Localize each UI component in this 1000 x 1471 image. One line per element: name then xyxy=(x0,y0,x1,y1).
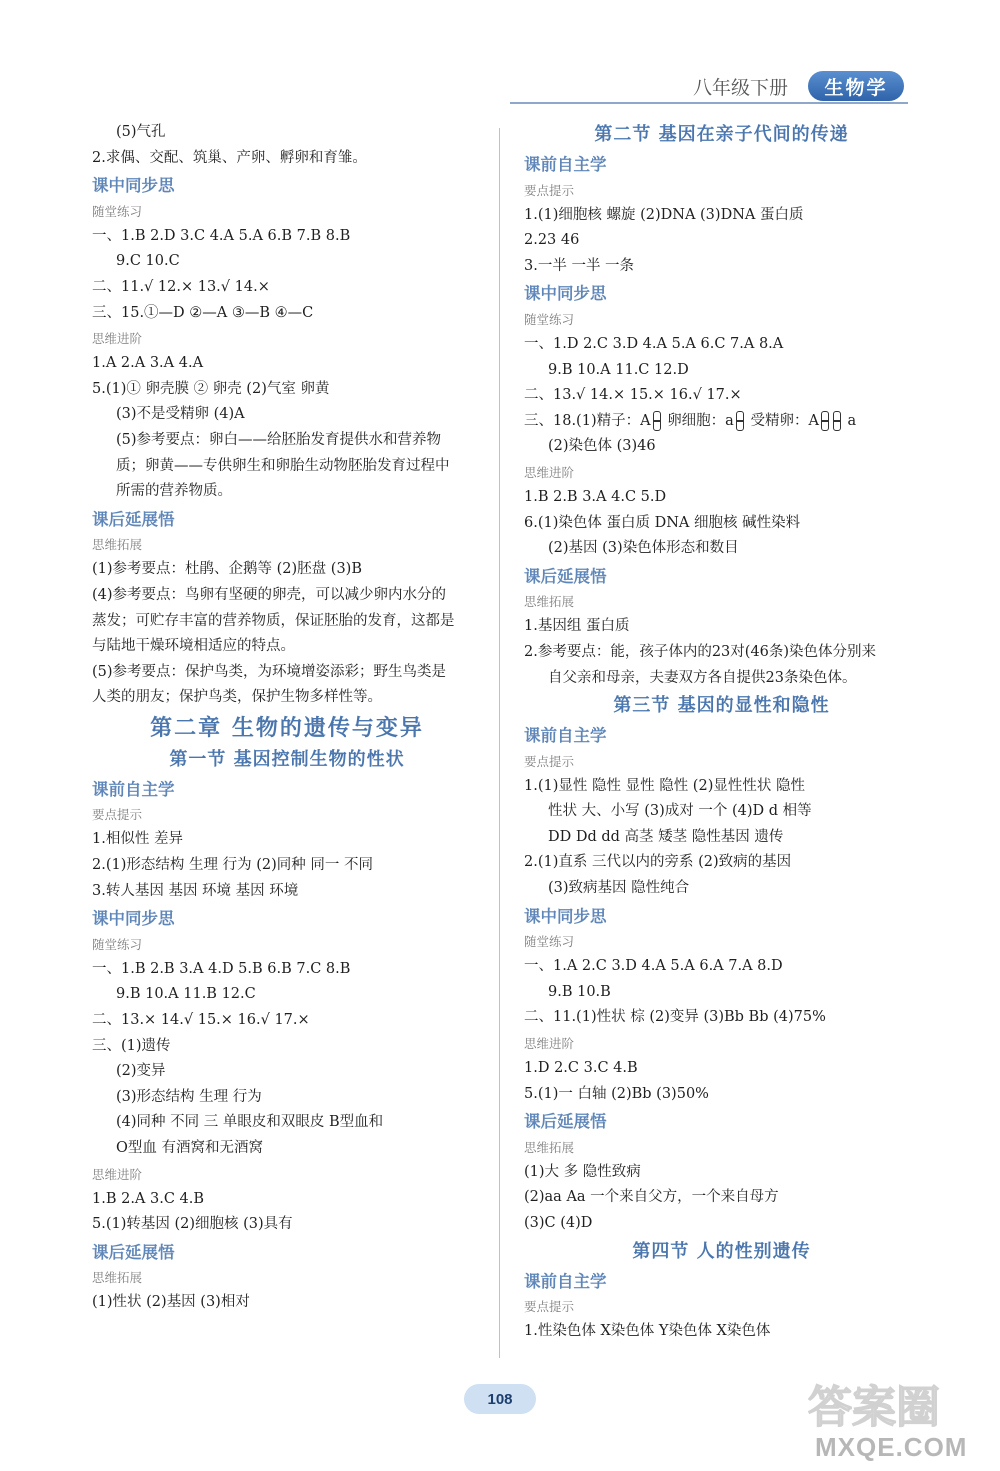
answer-line: (5)参考要点：保护鸟类，为环境增姿添彩；野生鸟类是 xyxy=(92,663,447,680)
answer-line: 二、13.× 14.√ 15.× 16.√ 17.× xyxy=(92,1012,310,1029)
subsection-heading: 课中同步思 xyxy=(92,176,175,196)
answer-line: 1.性染色体 X染色体 Y染色体 X染色体 xyxy=(524,1323,771,1340)
exercise-label: 思维拓展 xyxy=(524,594,575,610)
answer-line: DD Dd dd 高茎 矮茎 隐性基因 遗传 xyxy=(548,828,784,845)
subsection-heading: 课前自主学 xyxy=(524,1271,607,1291)
answer-line: 二、11.√ 12.× 13.√ 14.× xyxy=(92,278,270,295)
exercise-label: 思维拓展 xyxy=(92,1270,143,1286)
answer-line: 质；卵黄——专供卵生和卵胎生动物胚胎发育过程中 xyxy=(116,457,450,474)
answer-line: 蒸发；可贮存丰富的营养物质，保证胚胎的发育，这都是 xyxy=(92,612,455,629)
answer-line: (3)不是受精卵 (4)A xyxy=(116,406,245,423)
answer-line: 1.基因组 蛋白质 xyxy=(524,618,630,635)
section-title: 第三节 基因的显性和隐性 xyxy=(613,695,830,717)
left-column xyxy=(92,120,482,1316)
exercise-label: 随堂练习 xyxy=(92,936,143,952)
section-title: 第二节 基因在亲子代间的传递 xyxy=(594,124,849,145)
answer-line: 2.23 46 xyxy=(524,232,580,249)
answer-line: 二、11.(1)性状 棕 (2)变异 (3)Bb Bb (4)75% xyxy=(524,1009,826,1026)
answer-line: (1)性状 (2)基因 (3)相对 xyxy=(92,1294,250,1311)
subsection-heading: 课后延展悟 xyxy=(524,566,607,586)
answer-line: 1.A 2.A 3.A 4.A xyxy=(92,355,204,372)
answer-line: 9.B 10.B xyxy=(548,983,611,1000)
exercise-label: 要点提示 xyxy=(524,1299,575,1315)
header-rule xyxy=(510,102,908,104)
watermark-url: MXQE.COM xyxy=(815,1432,968,1462)
chromosome-icon xyxy=(736,411,744,431)
exercise-label: 思维拓展 xyxy=(92,537,143,553)
answer-line: (5)参考要点：卵白——给胚胎发育提供水和营养物 xyxy=(116,431,442,448)
answer-line: (4)同种 不同 三 单眼皮和双眼皮 B型血和 xyxy=(116,1114,384,1131)
answer-line: 3.转人基因 基因 环境 基因 环境 xyxy=(92,882,299,899)
answer-line: O型血 有酒窝和无酒窝 xyxy=(116,1140,263,1156)
exercise-label: 要点提示 xyxy=(524,182,575,198)
chromosome-label: 卵细胞：a xyxy=(667,412,734,429)
exercise-label: 随堂练习 xyxy=(524,311,575,327)
answer-line: 三、15.①—D ②—A ③—B ④—C xyxy=(92,304,314,321)
chapter-title: 第二章 生物的遗传与变异 xyxy=(150,714,424,741)
answer-line: 2.求偶、交配、筑巢、产卵、孵卵和育雏。 xyxy=(92,149,367,166)
answer-line: 9.B 10.A 11.C 12.D xyxy=(548,361,689,378)
right-column xyxy=(524,120,919,1345)
answer-line: 一、1.B 2.B 3.A 4.D 5.B 6.B 7.C 8.B xyxy=(92,960,351,977)
answer-line: 6.(1)染色体 蛋白质 DNA 细胞核 碱性染料 xyxy=(524,514,801,531)
answer-line: 一、1.B 2.D 3.C 4.A 5.A 6.B 7.B 8.B xyxy=(92,227,351,244)
svg-text:答案圈: 答案圈 xyxy=(808,1382,940,1433)
answer-line: 1.D 2.C 3.C 4.B xyxy=(524,1060,638,1077)
watermark-logo xyxy=(808,1378,980,1434)
section-title: 第一节 基因控制生物的性状 xyxy=(169,748,405,770)
answer-line: 1.(1)显性 隐性 显性 隐性 (2)显性性状 隐性 xyxy=(524,777,805,794)
chromosome-icon xyxy=(821,411,829,431)
answer-line: 自父亲和母亲，夫妻双方各自提供23条染色体。 xyxy=(548,669,857,686)
answer-line: 5.(1)① 卵壳膜 ② 卵壳 (2)气室 卵黄 xyxy=(92,380,330,397)
answer-line: 一、1.D 2.C 3.D 4.A 5.A 6.C 7.A 8.A xyxy=(524,335,784,352)
subsection-heading: 课后延展悟 xyxy=(92,1242,175,1262)
answer-line: (1)大 多 隐性致病 xyxy=(524,1163,641,1180)
chromosome-label: a xyxy=(847,412,857,429)
answer-line: 二、13.√ 14.× 15.× 16.√ 17.× xyxy=(524,387,742,404)
exercise-label: 要点提示 xyxy=(92,807,143,823)
answer-line: 1.(1)细胞核 螺旋 (2)DNA (3)DNA 蛋白质 xyxy=(524,206,804,223)
column-divider xyxy=(499,128,500,1358)
answer-line: (2)aa Aa 一个来自父方，一个来自母方 xyxy=(524,1189,779,1206)
page-number: 108 xyxy=(464,1384,536,1414)
exercise-label: 思维进阶 xyxy=(92,331,143,347)
answer-line: 2.参考要点：能，孩子体内的23对(46条)染色体分别来 xyxy=(524,643,877,660)
exercise-label: 思维进阶 xyxy=(524,464,575,480)
subsection-heading: 课中同步思 xyxy=(524,284,607,304)
subsection-heading: 课中同步思 xyxy=(92,909,175,929)
chromosome-label: 三、18.(1)精子：A xyxy=(524,412,651,429)
chromosome-label: 受精卵：A xyxy=(750,412,819,429)
answer-line: 9.B 10.A 11.B 12.C xyxy=(116,986,256,1003)
answer-line: 与陆地干燥环境相适应的特点。 xyxy=(92,638,295,655)
answer-line: 三、(1)遗传 xyxy=(92,1037,171,1054)
answer-line: (2)染色体 (3)46 xyxy=(548,438,656,455)
exercise-label: 随堂练习 xyxy=(524,934,575,950)
answer-line: 一、1.A 2.C 3.D 4.A 5.A 6.A 7.A 8.D xyxy=(524,958,783,975)
section-title: 第四节 人的性别遗传 xyxy=(632,1240,811,1262)
subsection-heading: 课前自主学 xyxy=(524,726,607,746)
exercise-label: 随堂练习 xyxy=(92,203,143,219)
answer-line: 3.一半 一半 一条 xyxy=(524,257,635,274)
subsection-heading: 课后延展悟 xyxy=(92,509,175,529)
answer-line: 1.B 2.A 3.C 4.B xyxy=(92,1190,205,1207)
answer-line: 人类的朋友；保护鸟类，保护生物多样性等。 xyxy=(92,689,382,706)
answer-line: (3)C (4)D xyxy=(524,1215,593,1231)
exercise-label: 要点提示 xyxy=(524,753,575,769)
answer-line: 5.(1)转基因 (2)细胞核 (3)具有 xyxy=(92,1216,293,1233)
subsection-heading: 课前自主学 xyxy=(92,779,175,799)
exercise-label: 思维进阶 xyxy=(92,1166,143,1182)
answer-line: 1.B 2.B 3.A 4.C 5.D xyxy=(524,488,667,505)
answer-line: 2.(1)形态结构 生理 行为 (2)同种 同一 不同 xyxy=(92,857,373,874)
answer-line: (3)致病基因 隐性纯合 xyxy=(548,880,690,897)
grade-label: 八年级下册 xyxy=(693,77,789,99)
exercise-label: 思维拓展 xyxy=(524,1139,575,1155)
answer-line: (1)参考要点：杜鹃、企鹅等 (2)胚盘 (3)B xyxy=(92,561,362,578)
chromosome-answer-line xyxy=(524,409,919,435)
subsection-heading: 课后延展悟 xyxy=(524,1112,607,1132)
answer-line: (3)形态结构 生理 行为 xyxy=(116,1088,262,1105)
answer-line: 5.(1)一 白轴 (2)Bb (3)50% xyxy=(524,1085,709,1102)
answer-line: 2.(1)直系 三代以内的旁系 (2)致病的基因 xyxy=(524,854,792,871)
answer-line: (4)参考要点：鸟卵有坚硬的卵壳，可以减少卵内水分的 xyxy=(92,586,447,603)
subsection-heading: 课中同步思 xyxy=(524,906,607,926)
answer-line: (5)气孔 xyxy=(116,124,166,140)
answer-line: 性状 大、小写 (3)成对 一个 (4)D d 相等 xyxy=(548,803,812,820)
answer-line: (2)基因 (3)染色体形态和数目 xyxy=(548,540,739,557)
answer-line: (2)变异 xyxy=(116,1063,166,1080)
answer-line: 1.相似性 差异 xyxy=(92,831,183,848)
answer-line: 9.C 10.C xyxy=(116,253,180,270)
exercise-label: 思维进阶 xyxy=(524,1036,575,1052)
answer-line: 所需的营养物质。 xyxy=(116,483,232,500)
chromosome-icon xyxy=(833,411,841,431)
subject-badge: 生物学 xyxy=(808,71,904,101)
subsection-heading: 课前自主学 xyxy=(524,155,607,174)
chromosome-icon xyxy=(653,411,661,431)
